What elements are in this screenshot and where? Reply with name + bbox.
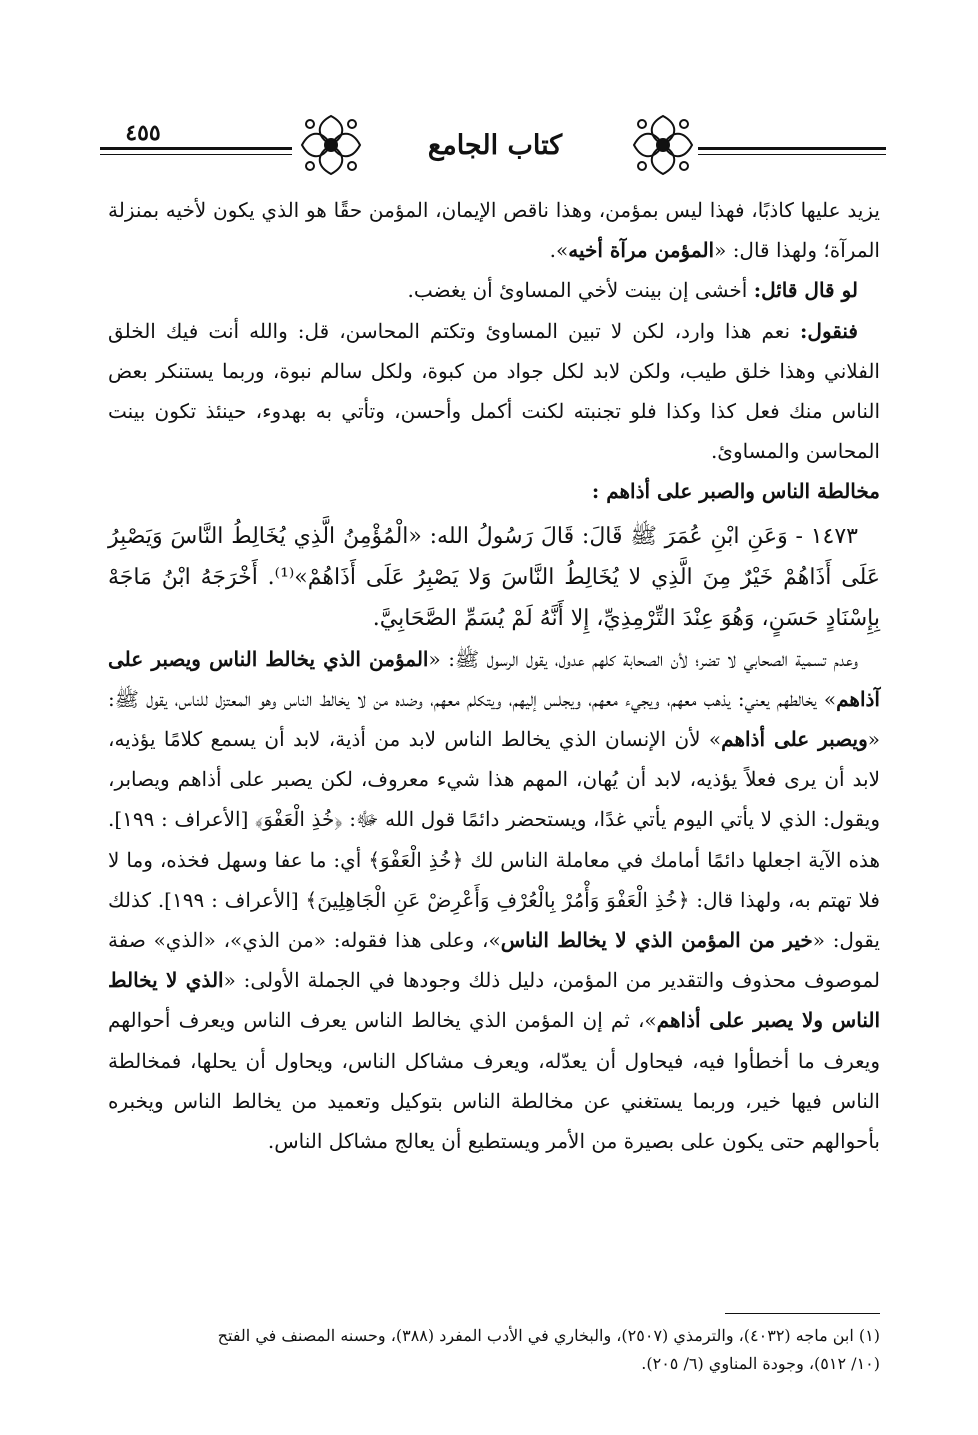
footnote-rule: [725, 1313, 880, 1314]
commentary: وعدم تسمية الصحابي لا تضر؛ لأن الصحابة كلهم عدول، يقول الرسول ﷺ: «المؤمن الذي يخالط الناس ويصبر على آذاهم» يخالطهم يعني: يذهب معهم، ويجيء معهم، ويجلس إليهم، ويتكلم معهم، وضده من لا يخالط الناس وهو المعتزل للناس، يقول ﷺ: «ويصبر على أذاهم» لأن الإنسان الذي يخالط الناس لابد من أذية، لابد أن يسمع كلامًا يؤذيه، لابد أن يرى فعلاً يؤذيه، لابد أن يُهان، المهم هذا شيء معروف، لكن يصبر على أذاهم ويصابر، ويقول: الذي لا يأتي اليوم يأتي غدًا، ويستحضر دائمًا قول الله ﷻ: ﴿خُذِ الْعَفْوَ﴾ [الأعراف : ١٩٩]. هذه الآية اجعلها دائمًا أمامك في معاملة الناس لك ﴿خُذِ الْعَفْوَ﴾ أي: ما عفا وسهل فخذه، وما لا فلا تهتم به، ولهذا قال: ﴿خُذِ الْعَفْوَ وَأْمُرْ بِالْعُرْفِ وَأَعْرِضْ عَنِ الْجَاهِلِينَ﴾ [الأعراف : ١٩٩]. كذلك يقول: «خير من المؤمن الذي لا يخالط الناس»، وعلى هذا فقوله: «من الذي»، «الذي» صفة لموصوف محذوف والتقدير من المؤمن، دليل ذلك وجودها في الجملة الأولى: «الذي لا يخالط الناس ولا يصبر على أذاهم»، ثم إن المؤمن الذي يخالط الناس يعرف الناس ويعرف أحوالهم ويعرف ما أخطأوا فيه، فيحاول أن يعدّله، ويعرف مشاكل الناس، ويحاول أن يحلها، فمخالطة الناس فيها خير، وربما يستغني عن مخالطة الناس بتوكيل وتعميد من يخالط الناس ويخبره بأحوالهم حتى يكون على بصيرة من الأمر ويستطيع أن يعالج مشاكل الناس.: [108, 646, 880, 1154]
header-rule-right: [698, 147, 886, 150]
ornament-right-icon: [628, 110, 698, 180]
footnote-1-line-1: (١) ابن ماجه (٤٠٣٢)، والترمذي (٢٥٠٧)، والبخاري في الأدب المفرد (٣٨٨)، وحسنه المصنف في الفتح: [217, 1326, 880, 1345]
paragraph-2: لو قال قائل: أخشى إن بينت لأخي المساوئ أن يغضب.: [407, 278, 858, 303]
page-number: ٤٥٥: [125, 120, 161, 146]
quote-bold: المؤمن مرآة أخيه: [568, 238, 715, 263]
book-title: كتاب الجامع: [427, 130, 563, 161]
objection-label: لو قال قائل:: [753, 278, 858, 303]
answer-label: فنقول:: [800, 318, 858, 343]
paragraph-1: يزيد عليها كاذبًا، فهذا ليس بمؤمن، وهذا ناقص الإيمان، المؤمن حقًا هو الذي يكون لأخيه بمنزلة المرآة؛ ولهذا قال: «المؤمن مرآة أخيه».: [108, 198, 880, 263]
header-rule-left: [100, 147, 292, 150]
section-heading: مخالطة الناس والصبر على أذاهم :: [591, 479, 880, 504]
page-body: [108, 190, 880, 1161]
hadith-text: ١٤٧٣ - وَعَنِ ابْنِ عُمَرَ ﷺ قَالَ: قَالَ رَسُولُ الله: «الْمُؤْمِنُ الَّذِي يُخَالِطُ النَّاسَ وَيَصْبِرُ عَلَى أَذَاهُمْ خَيْرٌ مِنَ الَّذِي لا يُخَالِطُ النَّاسَ وَلا يَصْبِرُ عَلَى أَذَاهُمْ»⁽¹⁾. أَخْرَجَهُ ابْنُ مَاجَهْ بِإِسْنَادٍ حَسَنٍ، وَهُوَ عِنْدَ التِّرْمِذِيِّ، إِلا أَنَّهُ لَمْ يُسَمِّ الصَّحَابِيَّ.: [108, 523, 880, 631]
footnotes: [108, 1322, 880, 1378]
footnote-1-line-2: (١٠/ ٥١٢)، وجودة المناوي (٦/ ٢٠٥).: [641, 1354, 880, 1373]
page-header: [100, 108, 886, 188]
paragraph-3: فنقول: نعم هذا وارد، لكن لا تبين المساوئ وتكتم المحاسن، قل: والله أنت فيك الخلق الفلاني وهذا خلق طيب، ولكن لابد لكل جواد من كبوة، ولكل سالم نبوة، وربما يستنكر بعض الناس منك فعل كذا وكذا فلو تجنبته لكنت أكمل وأحسن، وتأتي به بهدوء، حينئذ تكون بينت المحاسن والمساوئ.: [108, 318, 880, 464]
ornament-left-icon: [296, 110, 366, 180]
header-rule-left-thin: [100, 154, 292, 155]
header-rule-right-thin: [698, 154, 886, 155]
